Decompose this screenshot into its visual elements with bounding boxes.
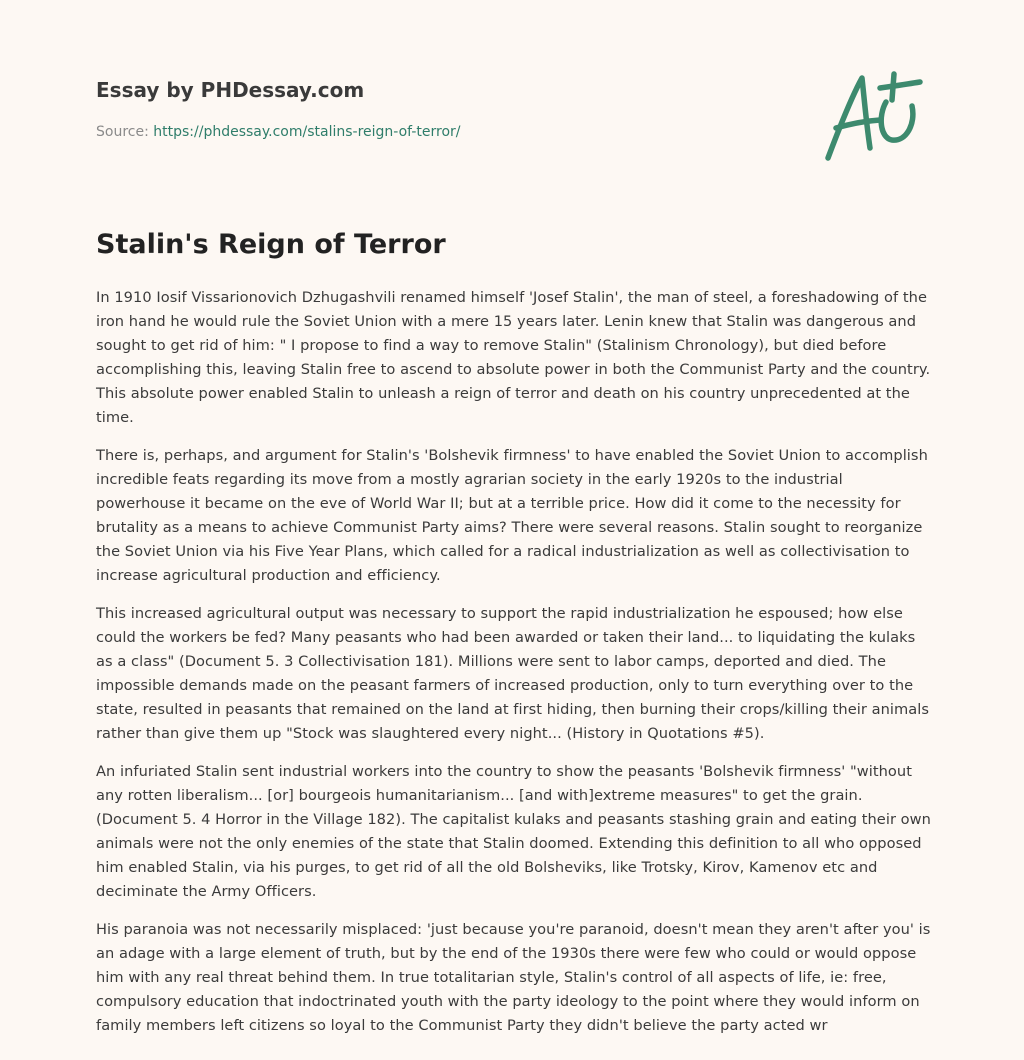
source-link[interactable]: https://phdessay.com/stalins-reign-of-terror/	[153, 124, 461, 140]
site-title: Essay by PHDessay.com	[96, 78, 365, 102]
paragraph: This increased agricultural output was necessary to support the rapid industrialization he espoused; how else could the workers be fed? Many peasants who had been awarded or taken their land... to liquidating the kulaks as a class" (Document 5. 3 Collectivisation 181). Millions were sent to labor camps, deported and died. The impossible demands made on the peasant farmers of increased production, only to turn everything over to the state, resulted in peasants that remained on the land at first hiding, then burning their crops/killing their animals rather than give them up "Stock was slaughtered every night... (History in Quotations #5).	[96, 605, 929, 742]
paragraph: There is, perhaps, and argument for Stalin's 'Bolshevik firmness' to have enabled the Soviet Union to accomplish incredible feats regarding its move from a mostly agrarian society in the early 1920s to the industrial powerhouse it became on the eve of World War II; but at a terrible price. How did it come to the necessity for brutality as a means to achieve Communist Party aims? There were several reasons. Stalin sought to reorganize the Soviet Union via his Five Year Plans, which called for a radical industrialization as well as collectivisation to increase agricultural production and efficiency.	[96, 447, 928, 584]
article-title: Stalin's Reign of Terror	[96, 229, 446, 260]
essay-header	[96, 76, 796, 142]
paragraph: His paranoia was not necessarily misplaced: 'just because you're paranoid, doesn't mean they aren't after you' is an adage with a large element of truth, but by the end of the 1930s there were few who could or would oppose him with any real threat behind them. In true totalitarian style, Stalin's control of all aspects of life, ie: free, compulsory education that indoctrinated youth with the party ideology to the point where they would inform on family members left citizens so loyal to the Communist Party they didn't believe the party acted wr	[96, 921, 931, 1034]
article-body	[96, 286, 936, 1052]
source-label: Source:	[96, 124, 149, 140]
source-line	[96, 122, 796, 142]
paragraph: In 1910 Iosif Vissarionovich Dzhugashvili renamed himself 'Josef Stalin', the man of steel, a foreshadowing of the iron hand he would rule the Soviet Union with a mere 15 years later. Lenin knew that Stalin was dangerous and sought to get rid of him: " I propose to find a way to remove Stalin" (Stalinism Chronology), but died before accomplishing this, leaving Stalin free to ascend to absolute power in both the Communist Party and the country. This absolute power enabled Stalin to unleash a reign of terror and death on his country unprecedented at the time.	[96, 289, 931, 426]
a-plus-logo-icon	[820, 66, 930, 166]
paragraph: An infuriated Stalin sent industrial workers into the country to show the peasants 'Bolshevik firmness' "without any rotten liberalism... [or] bourgeois humanitarianism... [and with]extreme measures" to get the grain. (Document 5. 4 Horror in the Village 182). The capitalist kulaks and peasants stashing grain and eating their own animals were not the only enemies of the state that Stalin doomed. Extending this definition to all who opposed him enabled Stalin, via his purges, to get rid of all the old Bolsheviks, like Trotsky, Kirov, Kamenov etc and deciminate the Army Officers.	[96, 763, 931, 900]
